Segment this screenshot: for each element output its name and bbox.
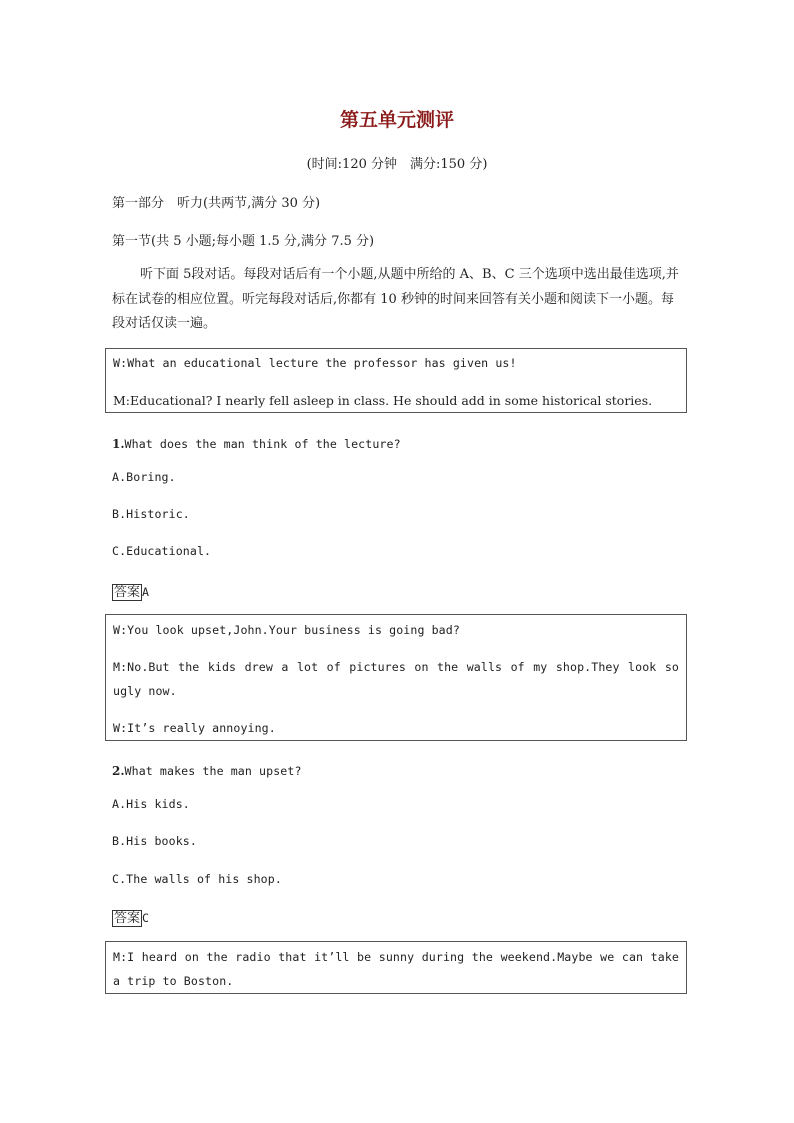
dialogue-box-2 [105,614,687,741]
dialogue-box-1 [105,348,687,413]
answer-value: A [142,585,150,599]
answer-label: 答案 [114,585,141,600]
dialogue-box-3 [105,941,687,994]
dialogue-line: M:No.But the kids drew a lot of pictures on the walls of my shop.They look so ugly now. [113,660,679,698]
dialogue-line: W:It’s really annoying. [113,721,276,735]
option-a: A.Boring. [112,470,176,484]
dialogue-line: W:You look upset,John.Your business is going bad? [113,623,460,637]
page-title: 第五单元测评 [339,109,454,131]
answer-1 [112,581,149,600]
option-b: B.Historic. [112,507,190,521]
option-a: A.His kids. [112,797,190,811]
answer-value: C [142,911,150,925]
dialogue-line: M:Educational? I nearly fell asleep in class. He should add in some historical stories. [113,393,653,408]
option-c: C.The walls of his shop. [112,872,282,886]
time-score-info: (时间:120 分钟 满分:150 分) [306,157,488,172]
question-text: What makes the man upset? [124,764,302,778]
instructions-paragraph: 听下面 5段对话。每段对话后有一个小题,从题中所给的 A、B、C 三个选项中选出最佳选项,并标在试卷的相应位置。听完每段对话后,你都有 10 秒钟的时间来回答有关小题和阅读下一小题。每段对话仅读一遍。 [112,267,679,331]
dialogue-line: W:What an educational lecture the professor has given us! [113,356,517,370]
option-c: C.Educational. [112,544,212,558]
section-heading: 第一节(共 5 小题;每小题 1.5 分,满分 7.5 分) [112,234,375,249]
question-text: What does the man think of the lecture? [124,437,401,451]
part-heading: 第一部分 听力(共两节,满分 30 分) [112,196,321,211]
question-number: 1. [112,437,125,451]
dialogue-line: M:I heard on the radio that it’ll be sunny during the weekend.Maybe we can take a trip to Boston. [113,950,679,988]
option-b: B.His books. [112,834,197,848]
answer-label: 答案 [114,911,141,926]
question-number: 2. [112,764,125,778]
question-2 [112,760,302,779]
answer-2 [112,907,149,926]
question-1 [112,433,401,452]
